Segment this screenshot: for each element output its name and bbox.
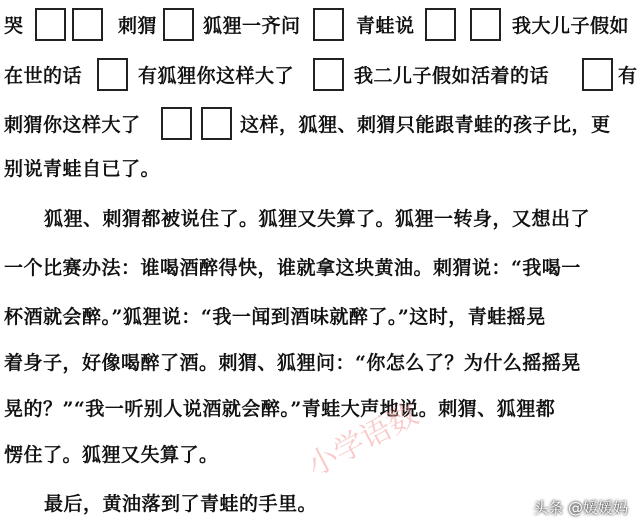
- text-segment: 狐狸一齐问: [203, 15, 301, 37]
- text-segment: 晃的？”“我一听别人说酒就会醉。”青蛙大声地说。刺猬、狐狸都: [4, 398, 556, 420]
- text-segment: 我大儿子假如: [512, 15, 630, 37]
- answer-box: [201, 107, 232, 140]
- text-segment: 我二儿子假如活着的话: [354, 65, 550, 87]
- answer-box: [161, 107, 192, 140]
- answer-box: [35, 8, 66, 41]
- text-segment: 哭: [4, 15, 24, 37]
- text-segment: 有狐狸你这样大了: [138, 65, 295, 87]
- text-line-2: [0, 54, 640, 98]
- text-segment: 狐狸、刺猬都被说住了。狐狸又失算了。狐狸一转身，又想出了: [44, 208, 591, 230]
- text-segment: 最后，黄油落到了青蛙的手里。: [44, 493, 318, 515]
- answer-box: [313, 58, 344, 91]
- text-line-4: [0, 147, 640, 191]
- answer-box: [72, 8, 103, 41]
- text-line-9: [0, 387, 640, 431]
- text-segment: 一个比赛办法：谁喝酒醉得快，谁就拿这块黄油。刺猬说：“我喝一: [4, 257, 581, 279]
- text-segment: 刺猬你这样大了: [4, 114, 141, 136]
- text-line-3: [0, 103, 640, 147]
- answer-box: [313, 8, 344, 41]
- text-line-7: [0, 295, 640, 339]
- brand-watermark: 头条 @媛媛妈: [533, 499, 628, 517]
- text-segment: 愣住了。狐狸又失算了。: [4, 444, 219, 466]
- text-segment: 在世的话: [4, 65, 83, 87]
- text-segment: 杯酒就会醉。”狐狸说：“我一闻到酒味就醉了。”这时，青蛙摇晃: [4, 306, 546, 328]
- text-line-6: [0, 246, 640, 290]
- text-line-8: [0, 341, 640, 385]
- answer-box: [470, 8, 501, 41]
- answer-box: [163, 8, 194, 41]
- answer-box: [97, 58, 128, 91]
- text-segment: 这样，狐狸、刺猬只能跟青蛙的孩子比，更: [240, 114, 611, 136]
- watermark-text: 小学语数: [301, 396, 425, 484]
- text-line-1: [0, 4, 640, 48]
- text-segment: 青蛙说: [356, 15, 415, 37]
- text-segment: 有: [618, 65, 638, 87]
- answer-box: [582, 58, 613, 91]
- text-segment: 着身子，好像喝醉了酒。刺猬、狐狸问：“你怎么了？为什么摇摇晃: [4, 352, 581, 374]
- text-segment: 刺猬: [118, 15, 158, 37]
- answer-box: [425, 8, 456, 41]
- text-line-5: [0, 197, 640, 241]
- text-segment: 别说青蛙自已了。: [4, 158, 161, 180]
